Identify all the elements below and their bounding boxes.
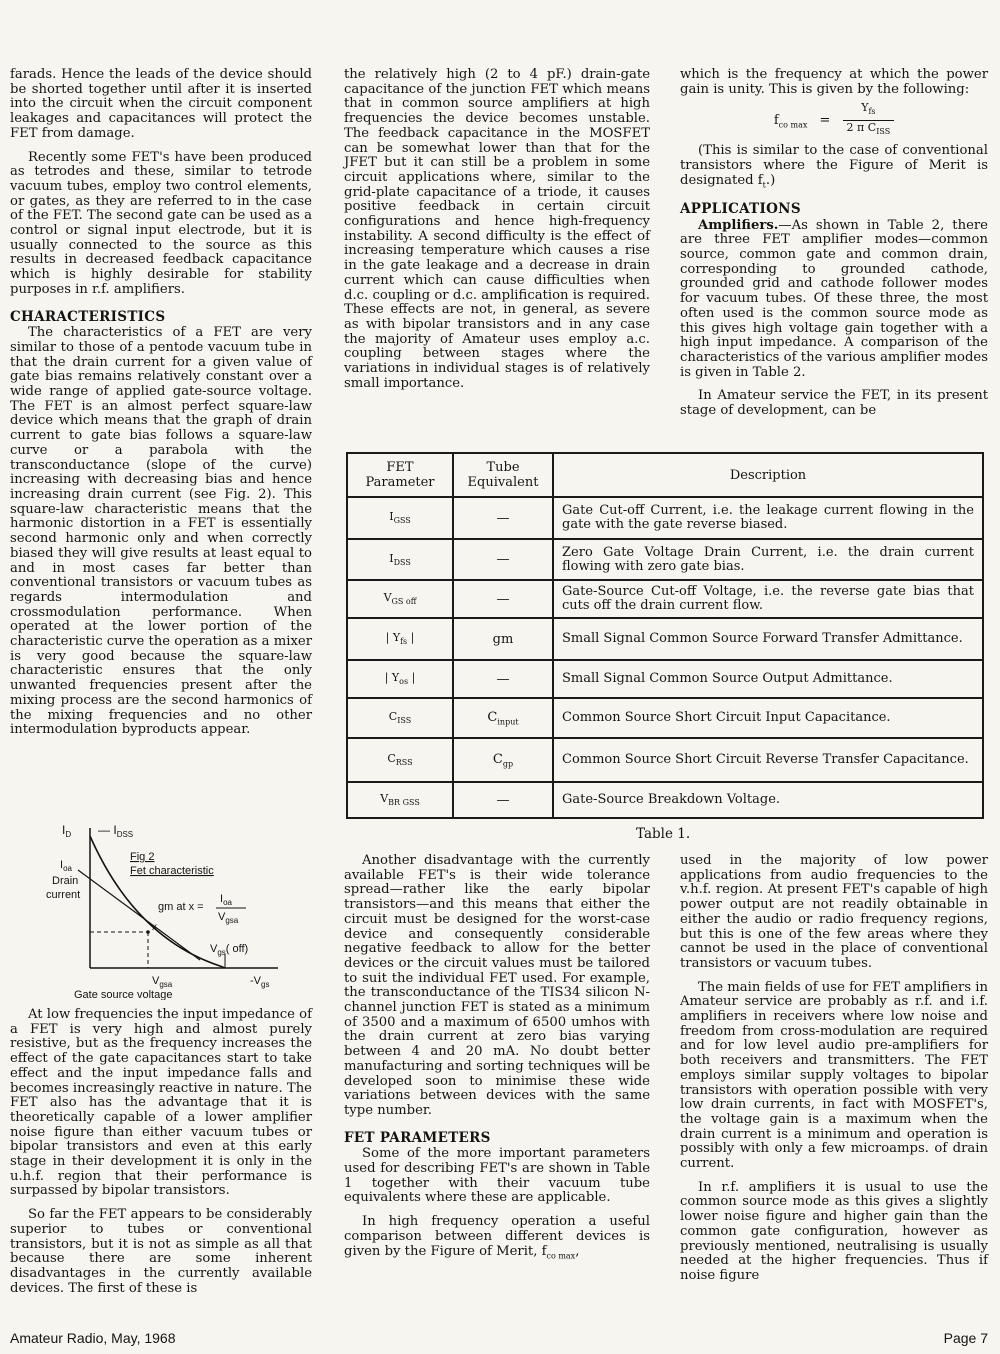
tube-equivalent-cell: gm (453, 618, 553, 660)
description-cell: Gate Cut-off Current, i.e. the leakage current flowing in the gate with the gate reverse biased. (553, 497, 983, 539)
footer-publication: Amateur Radio, May, 1968 (10, 1330, 176, 1346)
col3-paragraph-6: The main fields of use for FET amplifiers in Amateur service are probably as r.f. and i.f. amplifiers in receivers where low noise and freedom from cross-modulation are required and for low level audio pre-amplifiers for both receivers and transmitters. The FET employs similar supply voltages to bipolar transistors with operation possible with very low drain currents, in fact with MOSFET's, the voltage gain is a maximum when the drain current is a minimum and operation is possibly with only a few microamps. of drain current. (680, 979, 988, 1172)
fig2-fet-characteristic-diagram (40, 818, 300, 1000)
footer-page-number: Page 7 (943, 1330, 988, 1346)
col1-paragraph-4: At low frequencies the input impedance of a FET is very high and almost purely resistive, but as the frequency increases the effect of the gate capacitances start to take effect and the input impedance falls and becomes increasingly reactive in nature. The FET also has the advantage that it is theoretically capable of a lower amplifier noise figure than either vacuum tubes or bipolar transistors and even at this early stage in their development it is only in the u.h.f. region that their performance is surpassed by bipolar transistors. (10, 1007, 312, 1199)
fet-parameter-table (346, 452, 984, 819)
description-cell: Gate-Source Cut-off Voltage, i.e. the reverse gate bias that cuts off the drain current flow. (553, 580, 983, 618)
parameter-cell: $C_{ISS}$ (347, 698, 453, 738)
idss-label: — $I_{DSS}$ (98, 823, 134, 839)
tube-equivalent-cell: $C_{gp}$ (453, 738, 553, 782)
col3-paragraph-3: Amplifiers.—As shown in Table 2, there are three FET amplifier modes—common source, common gate and common drain, corresponding to grounded cathode, grounded grid and cathode follower modes for vacuum tubes. Of these three, the most often used is the common source mode as this gives high voltage gain together with a high input impedance. A comparison of the characteristics of the various amplifier modes is given in Table 2. (680, 217, 988, 380)
column-3 (680, 68, 988, 428)
parameter-cell: | $Y_{fs}$ | (347, 618, 453, 660)
col2-paragraph-3: Some of the more important parameters used for describing FET's are shown in Table 1 together with their vacuum tube equivalents where these are applicable. (344, 1146, 650, 1206)
table-row (347, 580, 983, 618)
description-cell: Gate-Source Breakdown Voltage. (553, 782, 983, 818)
col3-paragraph-2: (This is similar to the case of conventional transistors where the Figure of Merit is designated $f_t$.) (680, 143, 988, 190)
tangent-line (78, 870, 200, 960)
col2-paragraph-2: Another disadvantage with the currently available FET's is their wide tolerance spread—rather like the early bipolar transistors—and this means that either the circuit must be designed for the worst-case device and consequently considerable negative feedback to allow for the better devices or the circuit values must be tailored to suit the individual FET used. For example, the transconductance of the TIS34 silicon N-channel junction FET is stated as a minimum of 3500 and a maximum of 6500 umhos with the drain current at zero bias varying between 4 and 20 mA. No doubt better manufacturing and sorting techniques will be developed soon to minimise these wide variations between devices with the same type number. (344, 853, 650, 1118)
col3-paragraph-7: In r.f. amplifiers it is usual to use the common source mode as this gives a slightly lower noise figure and higher gain than the common gate configuration, however as previously mentioned, neutralising is usually needed at the higher frequencies. Thus if noise figure (680, 1179, 988, 1283)
description-cell: Small Signal Common Source Output Admittance. (553, 660, 983, 698)
table-row (347, 497, 983, 539)
parameter-cell: | $Y_{os}$ | (347, 660, 453, 698)
tube-equivalent-cell: — (453, 782, 553, 818)
x-marker-label: x (152, 922, 157, 933)
parameter-cell: $V_{GS off}$ (347, 580, 453, 618)
table-row (347, 660, 983, 698)
parameter-cell: $I_{DSS}$ (347, 539, 453, 580)
description-cell: Common Source Short Circuit Reverse Transfer Capacitance. (553, 738, 983, 782)
table-row (347, 782, 983, 818)
parameter-cell: $V_{BR GSS}$ (347, 782, 453, 818)
description-cell: Zero Gate Voltage Drain Current, i.e. the drain current flowing with zero gate bias. (553, 539, 983, 580)
formula-fraction: $\frac{Y_{fs}}{2 \pi C_{ISS}}$ (843, 101, 895, 140)
gm-denominator: $V_{gsa}$ (218, 911, 239, 925)
ioa-label: $I_{oa}$ (60, 859, 72, 873)
column-1 (10, 68, 312, 747)
table-row (347, 539, 983, 580)
x-axis-title: Gate source voltage (74, 989, 173, 1000)
parameter-cell: $I_{GSS}$ (347, 497, 453, 539)
id-axis-label: $I_D$ (62, 823, 72, 839)
characteristics-heading: CHARACTERISTICS (10, 308, 166, 325)
tube-equivalent-cell: — (453, 660, 553, 698)
current-label: current (46, 889, 81, 901)
vgsoff-label: $V_{gs}$( off) (210, 943, 249, 957)
operating-point-marker (146, 930, 150, 934)
fig-subtitle: Fet characteristic (130, 865, 214, 877)
gm-formula-text: gm at x = (158, 901, 204, 913)
column-3-lower (680, 854, 988, 1293)
col3-paragraph-5: used in the majority of low power applications from audio frequencies to the v.h.f. region. At present FET's capable of high power output are not readily obtainable in either the audio or radio frequency regions, but this is one of the few areas where they cannot be used in the place of conventional transistors or vacuum tubes. (680, 853, 988, 971)
col1-paragraph-3: The characteristics of a FET are very similar to those of a pentode vacuum tube in that the drain current for a given value of gate bias remains relatively constant over a wide range of applied gate-source voltage. The FET is an almost perfect square-law device which means that the graph of drain current to gate bias follows a square-law curve or a parabola with the transconductance (slope of the curve) increasing with decreasing bias and hence increasing drain current (see Fig. 2). This square-law characteristic means that the harmonic distortion in a FET is essentially second harmonic only and when correctly biased they will give results at least equal to and in most cases far better than conventional transistors or vacuum tubes as regards intermodulation and crossmodulation performance. When operated at the lower portion of the characteristic curve the operation as a mixer is very good because the square-law characteristic ensures that the only unwanted frequencies present after the mixing process are the second harmonics of the mixing frequencies and no other intermodulation byproducts appear. (10, 325, 312, 738)
table-header-row (347, 453, 983, 497)
tube-equivalent-cell: — (453, 580, 553, 618)
header-fet-parameter: FET Parameter (347, 453, 453, 497)
col3-paragraph-1: which is the frequency at which the power gain is unity. This is given by the following: (680, 67, 988, 97)
drain-label: Drain (52, 875, 79, 887)
tube-equivalent-cell: $C_{input}$ (453, 698, 553, 738)
figure-of-merit-formula: $f_{co max}$ = $\frac{Y_{fs}}{2 \pi C_{ISS}}$ (680, 101, 988, 140)
col1-paragraph-2: Recently some FET's have been produced as tetrodes and these, similar to tetrode vacuum tubes, employ two control elements, or gates, as they are referred to in the case of the FET. The second gate can be used as a control or signal input electrode, but it is usually connected to the source as this results in decreased feedback capacitance which is highly desirable for stability purposes in r.f. amplifiers. (10, 149, 312, 297)
col3-paragraph-4: In Amateur service the FET, in its present stage of development, can be (680, 388, 988, 419)
header-description: Description (553, 453, 983, 497)
gm-numerator: $I_{oa}$ (220, 893, 232, 907)
table-caption: Table 1. (636, 826, 691, 842)
col1-paragraph-1: farads. Hence the leads of the device should be shorted together until after it is inserted into the circuit when the circuit component leakages and capacitances will protect the FET from damage. (10, 67, 312, 141)
tube-equivalent-cell: — (453, 539, 553, 580)
header-tube-equivalent: Tube Equivalent (453, 453, 553, 497)
column-2 (344, 68, 650, 400)
col2-paragraph-4: In high frequency operation a useful comparison between different devices is given by the Figure of Merit, $f_{co max}$, (344, 1214, 650, 1261)
applications-heading: APPLICATIONS (680, 200, 801, 217)
fet-parameters-heading: FET PARAMETERS (344, 1129, 491, 1146)
vgsa-label: $V_{gsa}$ (152, 975, 173, 989)
table-row (347, 738, 983, 782)
col2-paragraph-1: the relatively high (2 to 4 pF.) drain-gate capacitance of the junction FET which means that in common source amplifiers at high frequencies the device becomes unstable. The feedback capacitance in the MOSFET can be somewhat lower than that for the JFET but it can still be a problem in some circuit applications where, similar to the grid-plate capacitance of a triode, it causes positive feedback in certain circuit configurations and hence high-frequency instability. A second difficulty is the effect of increasing temperature which causes a rise in the gate leakage and a decrease in drain current which can cause difficulties when d.c. coupling or d.c. amplification is required. These effects are not, in general, as severe as with bipolar transistors and in any case the majority of Amateur uses employ a.c. coupling between stages where the variations in individual stages is of relatively small importance. (344, 67, 650, 391)
neg-vgs-label: $-V_{gs}$ (250, 975, 270, 989)
fig-title: Fig 2 (130, 851, 155, 863)
col1-paragraph-5: So far the FET appears to be considerably superior to tubes or conventional transistors, but it is not as simple as all that because there are some inherent disadvantages in the currently available devices. The first of these is (10, 1207, 312, 1296)
table-row (347, 618, 983, 660)
description-cell: Common Source Short Circuit Input Capacitance. (553, 698, 983, 738)
table-row (347, 698, 983, 738)
column-2-lower (344, 854, 650, 1273)
tube-equivalent-cell: — (453, 497, 553, 539)
column-1-lower (10, 1008, 312, 1305)
description-cell: Small Signal Common Source Forward Transfer Admittance. (553, 618, 983, 660)
parameter-cell: $C_{RSS}$ (347, 738, 453, 782)
